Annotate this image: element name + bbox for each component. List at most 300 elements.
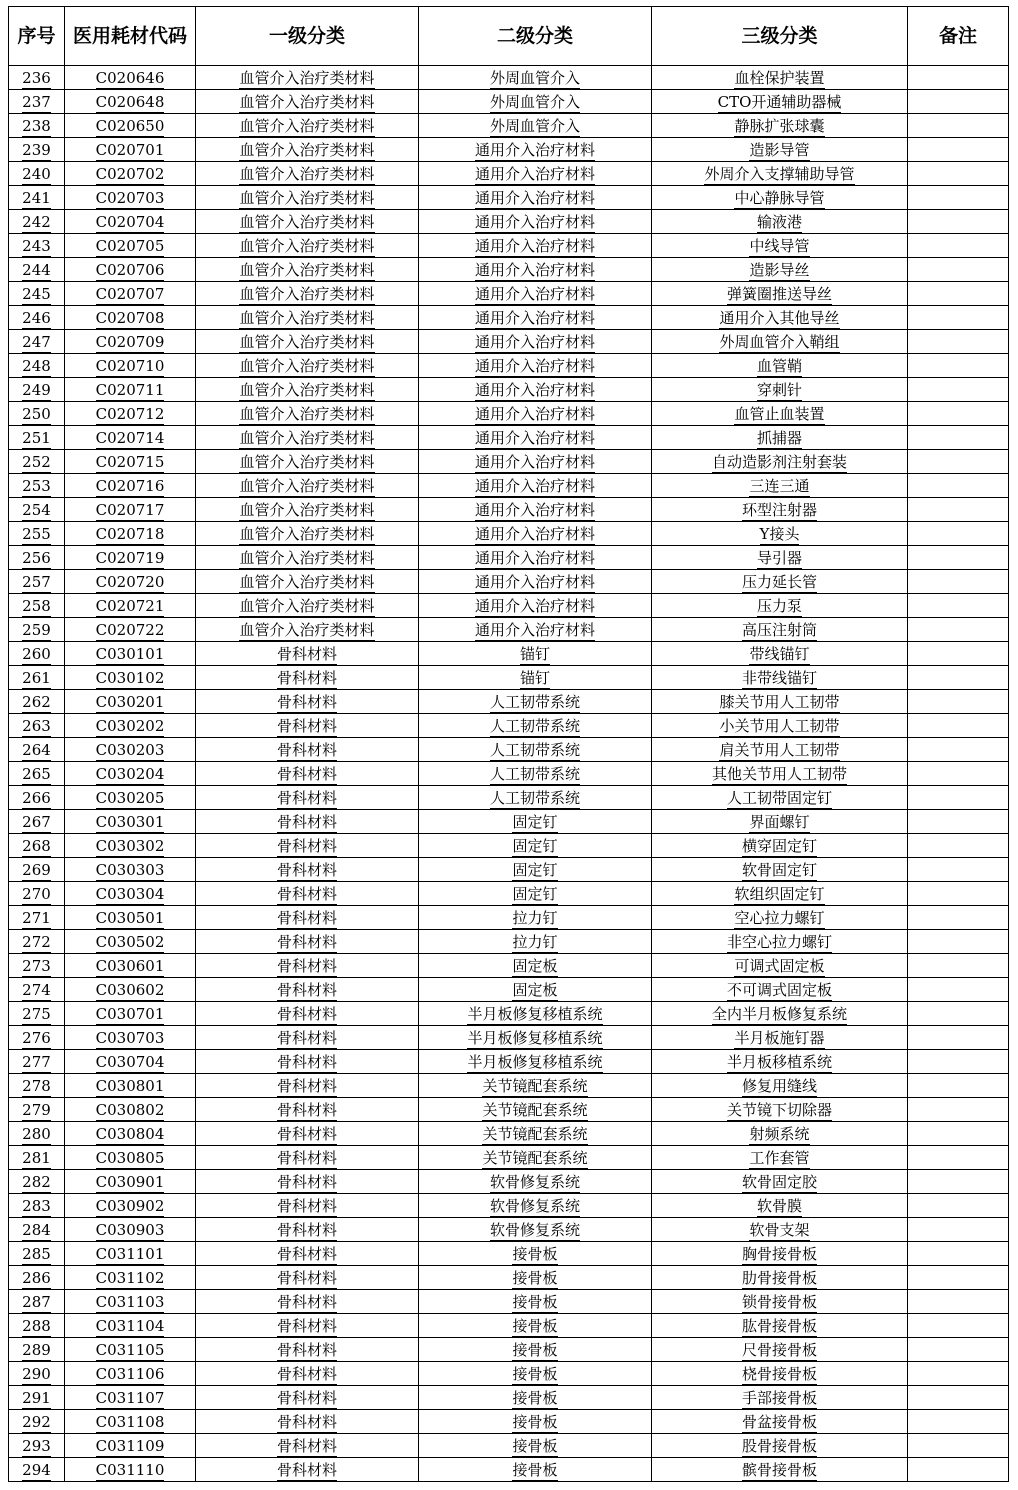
table-row: [9, 162, 1009, 186]
cell-level3: [652, 282, 908, 306]
cell-serial-text: 263: [22, 716, 51, 735]
cell-code-text: C020721: [95, 596, 165, 615]
cell-serial: [9, 306, 65, 330]
cell-remark: [908, 714, 1009, 738]
cell-level3: [652, 114, 908, 138]
cell-level1-text: 骨科材料: [276, 1340, 337, 1359]
cell-level2: [419, 450, 652, 474]
cell-serial: [9, 474, 65, 498]
cell-level3-text: CTO开通辅助器械: [717, 92, 842, 111]
cell-level2: [419, 714, 652, 738]
cell-serial: [9, 498, 65, 522]
cell-serial-text: 290: [22, 1364, 51, 1383]
cell-level1-text: 骨科材料: [276, 692, 337, 711]
table-row: [9, 354, 1009, 378]
cell-level1: [196, 810, 419, 834]
cell-level2: [419, 402, 652, 426]
cell-level2: [419, 1434, 652, 1458]
cell-level1: [196, 426, 419, 450]
cell-serial: [9, 330, 65, 354]
cell-serial-text: 256: [22, 548, 51, 567]
cell-level1-text: 血管介入治疗类材料: [239, 140, 375, 159]
cell-level3: [652, 258, 908, 282]
cell-code: [65, 1266, 196, 1290]
cell-level2-text: 关节镜配套系统: [482, 1124, 588, 1143]
cell-level1: [196, 1218, 419, 1242]
cell-remark: [908, 378, 1009, 402]
cell-serial-text: 250: [22, 404, 51, 423]
cell-serial-text: 237: [22, 92, 51, 111]
cell-level3: [652, 498, 908, 522]
cell-level1: [196, 330, 419, 354]
cell-code-text: C030303: [95, 860, 165, 879]
cell-level1: [196, 858, 419, 882]
cell-code: [65, 1170, 196, 1194]
table-row: [9, 1314, 1009, 1338]
cell-code: [65, 162, 196, 186]
cell-level1: [196, 594, 419, 618]
cell-serial: [9, 354, 65, 378]
cell-code: [65, 882, 196, 906]
cell-level3-text: 横穿固定钉: [741, 836, 817, 855]
cell-code-text: C030804: [95, 1124, 165, 1143]
cell-code: [65, 1218, 196, 1242]
cell-level3-text: 导引器: [756, 548, 802, 567]
table-row: [9, 450, 1009, 474]
cell-level2: [419, 642, 652, 666]
table-row: [9, 882, 1009, 906]
cell-level1-text: 骨科材料: [276, 980, 337, 999]
cell-serial-text: 270: [22, 884, 51, 903]
cell-code-text: C020715: [95, 452, 165, 471]
cell-remark: [908, 786, 1009, 810]
cell-level1: [196, 210, 419, 234]
cell-level1: [196, 954, 419, 978]
cell-remark: [908, 210, 1009, 234]
cell-serial: [9, 594, 65, 618]
cell-code-text: C031108: [95, 1412, 165, 1431]
cell-remark: [908, 1170, 1009, 1194]
cell-remark: [908, 498, 1009, 522]
cell-serial-text: 292: [22, 1412, 51, 1431]
cell-code-text: C031106: [95, 1364, 165, 1383]
cell-level1-text: 骨科材料: [276, 956, 337, 975]
cell-code: [65, 282, 196, 306]
cell-remark: [908, 930, 1009, 954]
cell-serial: [9, 1002, 65, 1026]
cell-serial-text: 240: [22, 164, 51, 183]
cell-serial: [9, 978, 65, 1002]
cell-level2: [419, 234, 652, 258]
cell-code: [65, 1050, 196, 1074]
table-row: [9, 1266, 1009, 1290]
cell-level3-text: 半月板移植系统: [726, 1052, 832, 1071]
cell-code: [65, 474, 196, 498]
cell-level2-text: 通用介入治疗材料: [474, 188, 595, 207]
cell-serial-text: 247: [22, 332, 51, 351]
cell-code-text: C030602: [95, 980, 165, 999]
cell-serial-text: 266: [22, 788, 51, 807]
cell-level3: [652, 330, 908, 354]
cell-serial-text: 243: [22, 236, 51, 255]
consumables-table: [8, 6, 1009, 1482]
cell-level1: [196, 1290, 419, 1314]
cell-level1-text: 骨科材料: [276, 1028, 337, 1047]
cell-remark: [908, 258, 1009, 282]
cell-level2-text: 通用介入治疗材料: [474, 212, 595, 231]
cell-serial: [9, 114, 65, 138]
cell-level3-text: 压力泵: [756, 596, 802, 615]
cell-level3: [652, 546, 908, 570]
cell-serial-text: 285: [22, 1244, 51, 1263]
cell-code-text: C030901: [95, 1172, 165, 1191]
table-row: [9, 906, 1009, 930]
table-row: [9, 930, 1009, 954]
cell-level2: [419, 1194, 652, 1218]
cell-level1-text: 血管介入治疗类材料: [239, 164, 375, 183]
cell-level3-text: 软骨支架: [749, 1220, 810, 1239]
table-row: [9, 666, 1009, 690]
cell-code-text: C030204: [95, 764, 165, 783]
cell-serial-text: 274: [22, 980, 51, 999]
cell-level2: [419, 1074, 652, 1098]
cell-level2: [419, 834, 652, 858]
cell-level1-text: 血管介入治疗类材料: [239, 572, 375, 591]
cell-remark: [908, 1074, 1009, 1098]
cell-level3: [652, 522, 908, 546]
cell-level2-text: 通用介入治疗材料: [474, 524, 595, 543]
cell-level2: [419, 1002, 652, 1026]
cell-code-text: C031104: [95, 1316, 165, 1335]
cell-level3-text: 肋骨接骨板: [741, 1268, 817, 1287]
cell-code-text: C020710: [95, 356, 165, 375]
cell-level2: [419, 1098, 652, 1122]
cell-code: [65, 210, 196, 234]
cell-level1: [196, 906, 419, 930]
cell-code: [65, 1338, 196, 1362]
table-row: [9, 786, 1009, 810]
cell-serial: [9, 762, 65, 786]
table-row: [9, 1002, 1009, 1026]
cell-level1-text: 骨科材料: [276, 1244, 337, 1263]
cell-level1-text: 骨科材料: [276, 836, 337, 855]
cell-code: [65, 570, 196, 594]
cell-level3-text: 空心拉力螺钉: [734, 908, 825, 927]
cell-level2-text: 接骨板: [512, 1244, 558, 1263]
cell-level1-text: 血管介入治疗类材料: [239, 404, 375, 423]
cell-code-text: C020706: [95, 260, 165, 279]
cell-level2: [419, 210, 652, 234]
cell-level3-text: 骨盆接骨板: [741, 1412, 817, 1431]
cell-level1: [196, 1386, 419, 1410]
cell-level3: [652, 1338, 908, 1362]
cell-serial-text: 238: [22, 116, 51, 135]
cell-serial-text: 286: [22, 1268, 51, 1287]
cell-level2: [419, 1362, 652, 1386]
cell-level3-text: 血栓保护装置: [734, 68, 825, 87]
cell-serial-text: 261: [22, 668, 51, 687]
cell-remark: [908, 738, 1009, 762]
cell-level1-text: 血管介入治疗类材料: [239, 524, 375, 543]
cell-level2: [419, 738, 652, 762]
cell-serial-text: 257: [22, 572, 51, 591]
cell-level2: [419, 306, 652, 330]
cell-remark: [908, 594, 1009, 618]
cell-level2-text: 通用介入治疗材料: [474, 548, 595, 567]
cell-code-text: C031101: [95, 1244, 165, 1263]
cell-code: [65, 1290, 196, 1314]
cell-level2: [419, 1338, 652, 1362]
cell-level1-text: 骨科材料: [276, 1196, 337, 1215]
cell-level2-text: 固定钉: [512, 836, 558, 855]
cell-code-text: C020718: [95, 524, 165, 543]
cell-level2-text: 通用介入治疗材料: [474, 356, 595, 375]
cell-serial: [9, 1386, 65, 1410]
cell-level1: [196, 282, 419, 306]
cell-level3: [652, 666, 908, 690]
table-row: [9, 138, 1009, 162]
table-row: [9, 498, 1009, 522]
cell-serial-text: 281: [22, 1148, 51, 1167]
cell-level2: [419, 690, 652, 714]
cell-serial-text: 275: [22, 1004, 51, 1023]
cell-code-text: C020714: [95, 428, 165, 447]
cell-serial: [9, 210, 65, 234]
cell-level3: [652, 1146, 908, 1170]
cell-serial-text: 239: [22, 140, 51, 159]
table-row: [9, 426, 1009, 450]
cell-code-text: C030202: [95, 716, 165, 735]
cell-level2: [419, 786, 652, 810]
cell-level2-text: 通用介入治疗材料: [474, 500, 595, 519]
cell-code: [65, 330, 196, 354]
cell-serial: [9, 1026, 65, 1050]
cell-level3: [652, 738, 908, 762]
cell-code-text: C030903: [95, 1220, 165, 1239]
cell-serial: [9, 1314, 65, 1338]
cell-serial-text: 236: [22, 68, 51, 87]
cell-level3-text: 尺骨接骨板: [741, 1340, 817, 1359]
cell-level1-text: 血管介入治疗类材料: [239, 548, 375, 567]
cell-serial: [9, 1242, 65, 1266]
cell-code-text: C030302: [95, 836, 165, 855]
cell-serial-text: 279: [22, 1100, 51, 1119]
cell-serial-text: 260: [22, 644, 51, 663]
cell-remark: [908, 1290, 1009, 1314]
cell-level3: [652, 1218, 908, 1242]
cell-code-text: C030304: [95, 884, 165, 903]
cell-code-text: C030101: [95, 644, 165, 663]
cell-code: [65, 258, 196, 282]
cell-level1: [196, 570, 419, 594]
cell-code: [65, 498, 196, 522]
cell-serial-text: 288: [22, 1316, 51, 1335]
cell-code: [65, 810, 196, 834]
table-row: [9, 402, 1009, 426]
cell-level1: [196, 882, 419, 906]
cell-remark: [908, 1194, 1009, 1218]
cell-level1-text: 骨科材料: [276, 1436, 337, 1455]
cell-code: [65, 1122, 196, 1146]
cell-level3-text: 射频系统: [749, 1124, 810, 1143]
cell-code: [65, 1362, 196, 1386]
cell-level3-text: 带线锚钉: [749, 644, 810, 663]
cell-code: [65, 1386, 196, 1410]
cell-remark: [908, 1458, 1009, 1482]
cell-level3-text: 全内半月板修复系统: [711, 1004, 847, 1023]
cell-level1: [196, 1194, 419, 1218]
cell-code: [65, 66, 196, 90]
cell-level3: [652, 1098, 908, 1122]
cell-remark: [908, 546, 1009, 570]
cell-level1: [196, 1050, 419, 1074]
cell-level1: [196, 1266, 419, 1290]
table-row: [9, 594, 1009, 618]
cell-level2-text: 接骨板: [512, 1460, 558, 1479]
cell-level3-text: 肩关节用人工韧带: [719, 740, 840, 759]
table-row: [9, 522, 1009, 546]
cell-level1-text: 骨科材料: [276, 1364, 337, 1383]
cell-serial-text: 264: [22, 740, 51, 759]
cell-level3: [652, 1410, 908, 1434]
cell-remark: [908, 1218, 1009, 1242]
cell-serial-text: 249: [22, 380, 51, 399]
table-row: [9, 330, 1009, 354]
cell-level3-text: 小关节用人工韧带: [719, 716, 840, 735]
cell-level1-text: 骨科材料: [276, 788, 337, 807]
cell-level1-text: 血管介入治疗类材料: [239, 380, 375, 399]
cell-serial: [9, 378, 65, 402]
cell-level2: [419, 1170, 652, 1194]
cell-level2: [419, 546, 652, 570]
cell-serial: [9, 1410, 65, 1434]
cell-code-text: C030501: [95, 908, 165, 927]
cell-serial-text: 273: [22, 956, 51, 975]
cell-serial: [9, 546, 65, 570]
cell-level2-text: 通用介入治疗材料: [474, 140, 595, 159]
cell-serial-text: 271: [22, 908, 51, 927]
table-row: [9, 1218, 1009, 1242]
table-row: [9, 738, 1009, 762]
cell-code: [65, 786, 196, 810]
cell-serial-text: 282: [22, 1172, 51, 1191]
cell-serial: [9, 1194, 65, 1218]
cell-level2: [419, 330, 652, 354]
table-row: [9, 1410, 1009, 1434]
cell-level2-text: 人工韧带系统: [489, 716, 580, 735]
cell-level2-text: 人工韧带系统: [489, 764, 580, 783]
cell-level2-text: 通用介入治疗材料: [474, 572, 595, 591]
cell-level1-text: 骨科材料: [276, 764, 337, 783]
cell-code-text: C020717: [95, 500, 165, 519]
cell-serial-text: 272: [22, 932, 51, 951]
cell-level1-text: 骨科材料: [276, 716, 337, 735]
table-row: [9, 1074, 1009, 1098]
cell-remark: [908, 138, 1009, 162]
cell-level1-text: 骨科材料: [276, 1220, 337, 1239]
cell-level1-text: 血管介入治疗类材料: [239, 620, 375, 639]
cell-remark: [908, 906, 1009, 930]
cell-level3-text: 肱骨接骨板: [741, 1316, 817, 1335]
cell-level3-text: 半月板施钉器: [734, 1028, 825, 1047]
cell-level2: [419, 114, 652, 138]
cell-level1-text: 骨科材料: [276, 1460, 337, 1479]
cell-code-text: C031110: [95, 1460, 165, 1479]
table-row: [9, 306, 1009, 330]
cell-level3-text: 其他关节用人工韧带: [711, 764, 847, 783]
cell-level3-text: 膝关节用人工韧带: [719, 692, 840, 711]
cell-level2: [419, 66, 652, 90]
cell-serial: [9, 402, 65, 426]
cell-level1: [196, 978, 419, 1002]
cell-level2-text: 固定钉: [512, 860, 558, 879]
cell-code-text: C030801: [95, 1076, 165, 1095]
cell-serial: [9, 930, 65, 954]
cell-code-text: C020711: [95, 380, 165, 399]
cell-serial-text: 287: [22, 1292, 51, 1311]
cell-level3-text: 修复用缝线: [741, 1076, 817, 1095]
cell-level1: [196, 162, 419, 186]
cell-level2-text: 通用介入治疗材料: [474, 236, 595, 255]
cell-code-text: C030701: [95, 1004, 165, 1023]
cell-level1: [196, 1098, 419, 1122]
cell-level1-text: 血管介入治疗类材料: [239, 500, 375, 519]
table-row: [9, 1434, 1009, 1458]
cell-level1: [196, 834, 419, 858]
header-serial: 序号: [9, 7, 65, 66]
cell-level2-text: 锚钉: [519, 644, 550, 663]
cell-level3-text: 关节镜下切除器: [726, 1100, 832, 1119]
cell-level3-text: 通用介入其他导丝: [719, 308, 840, 327]
cell-level2: [419, 426, 652, 450]
cell-level3: [652, 474, 908, 498]
cell-code-text: C020701: [95, 140, 165, 159]
cell-remark: [908, 690, 1009, 714]
cell-serial: [9, 666, 65, 690]
cell-level2-text: 通用介入治疗材料: [474, 476, 595, 495]
cell-level2-text: 关节镜配套系统: [482, 1100, 588, 1119]
cell-serial-text: 241: [22, 188, 51, 207]
cell-level3: [652, 594, 908, 618]
cell-code-text: C020716: [95, 476, 165, 495]
cell-level2: [419, 570, 652, 594]
cell-code: [65, 90, 196, 114]
cell-level3-text: 界面螺钉: [749, 812, 810, 831]
cell-code-text: C020650: [95, 116, 165, 135]
cell-level1-text: 骨科材料: [276, 1148, 337, 1167]
table-row: [9, 546, 1009, 570]
cell-level2: [419, 1410, 652, 1434]
cell-remark: [908, 1410, 1009, 1434]
cell-level2: [419, 1218, 652, 1242]
cell-code-text: C030802: [95, 1100, 165, 1119]
table-row: [9, 90, 1009, 114]
table-row: [9, 642, 1009, 666]
cell-level1-text: 骨科材料: [276, 1124, 337, 1143]
cell-level3: [652, 714, 908, 738]
cell-level1-text: 骨科材料: [276, 740, 337, 759]
cell-level1: [196, 1026, 419, 1050]
table-row: [9, 1242, 1009, 1266]
cell-level2: [419, 498, 652, 522]
cell-level3-text: 自动造影剂注射套装: [711, 452, 847, 471]
table-row: [9, 978, 1009, 1002]
cell-serial: [9, 66, 65, 90]
cell-code-text: C031105: [95, 1340, 165, 1359]
table-row: [9, 186, 1009, 210]
header-row: [9, 7, 1009, 66]
cell-serial: [9, 1146, 65, 1170]
